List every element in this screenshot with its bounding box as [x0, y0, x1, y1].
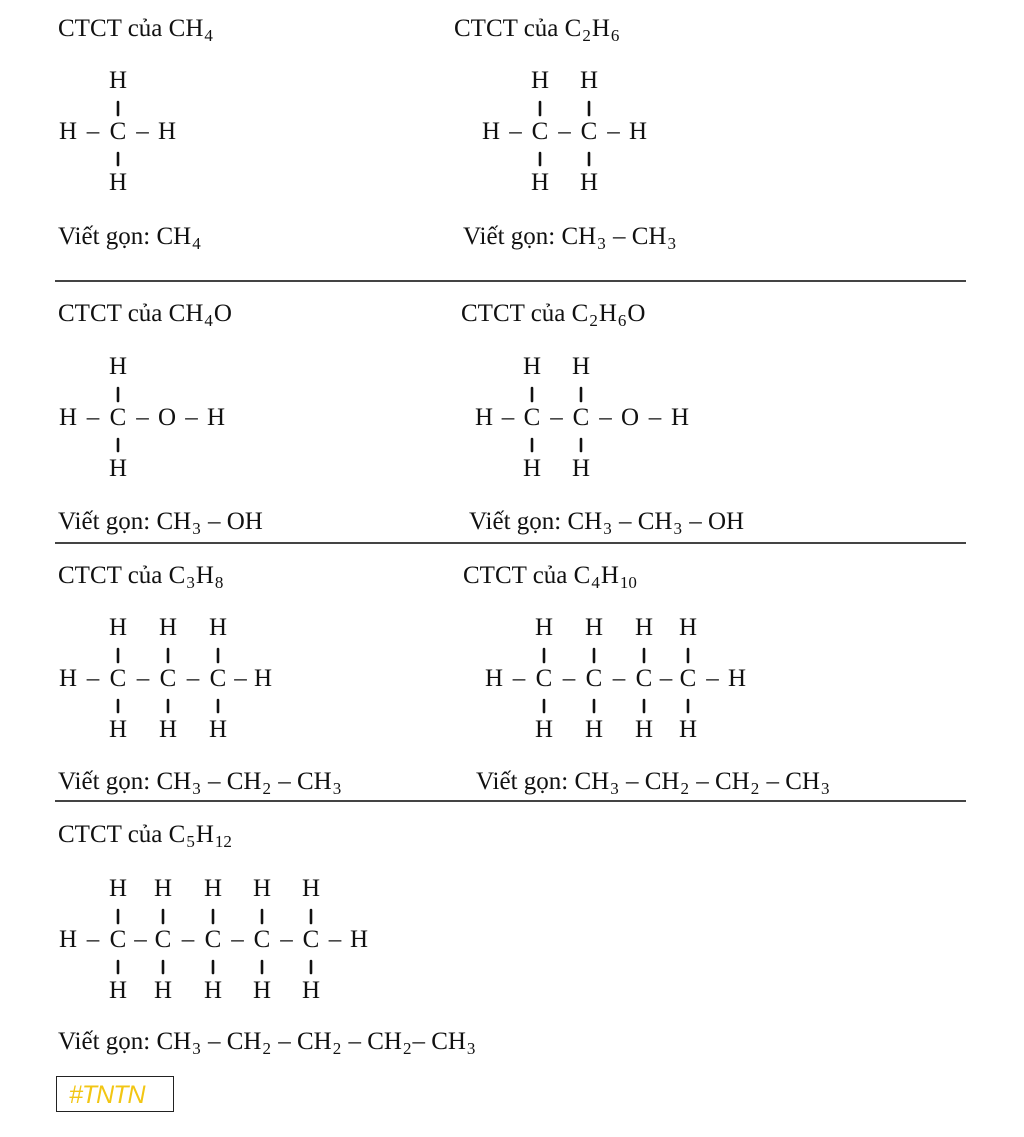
formula-text: CH — [168, 15, 204, 42]
formula-text: H — [600, 562, 619, 589]
carbon-atom: C — [209, 665, 227, 692]
hydrogen-atom: H — [579, 169, 599, 196]
carbon-atom: C — [580, 118, 598, 145]
formula-text: – CH — [412, 1028, 466, 1055]
hydrogen-atom: H — [108, 169, 128, 196]
single-bond: – — [181, 926, 195, 953]
hydrogen-atom: H — [252, 875, 272, 902]
formula-text: CH — [561, 223, 597, 250]
subscript: 4 — [204, 26, 213, 45]
hydrogen-atom: H — [579, 67, 599, 94]
hydrogen-atom: H — [522, 455, 542, 482]
title-label: CTCT của — [58, 821, 169, 848]
formula-text: H — [195, 821, 214, 848]
single-bond: – — [562, 665, 576, 692]
formula-text: C — [168, 821, 186, 848]
hydrogen-atom: H — [530, 169, 550, 196]
hydrogen-atom: H — [108, 353, 128, 380]
subscript: 3 — [186, 573, 195, 592]
hydrogen-atom: H — [628, 118, 648, 145]
short-label: Viết gọn: — [476, 768, 575, 795]
formula-text: CH — [168, 300, 204, 327]
hydrogen-atom: H — [634, 716, 654, 743]
single-bond: – — [136, 118, 149, 145]
single-bond: – — [648, 404, 662, 431]
short-label: Viết gọn: — [469, 508, 568, 535]
subscript: 2 — [332, 1039, 342, 1058]
subscript: 6 — [610, 26, 620, 45]
hydrogen-atom: H — [108, 977, 128, 1004]
formula-text: C — [564, 15, 582, 42]
formula-text: – CH — [612, 508, 673, 535]
hydrogen-atom: H — [108, 716, 128, 743]
carbon-atom: C — [109, 926, 127, 953]
single-bond: – — [509, 118, 522, 145]
carbon-atom: C — [531, 118, 549, 145]
short-label: Viết gọn: — [58, 768, 157, 795]
hydrogen-atom: H — [203, 875, 223, 902]
hydrogen-atom: H — [584, 614, 604, 641]
hydrogen-atom: H — [206, 404, 226, 431]
formula-text: CH — [156, 223, 192, 250]
hydrogen-atom: H — [153, 875, 173, 902]
subscript: 2 — [680, 779, 689, 798]
hydrogen-atom: H — [58, 118, 78, 145]
single-bond: – — [501, 404, 515, 431]
carbon-atom: C — [302, 926, 320, 953]
hydrogen-atom: H — [108, 455, 128, 482]
hydrogen-atom: H — [158, 716, 178, 743]
formula-text: – CH — [271, 1028, 332, 1055]
single-bond: – — [86, 118, 100, 145]
formula-text: – CH — [201, 768, 262, 795]
formula-text: CH — [156, 768, 192, 795]
carbon-atom: C — [572, 404, 590, 431]
hydrogen-atom: H — [670, 404, 690, 431]
hydrogen-atom: H — [158, 614, 178, 641]
carbon-atom: C — [109, 404, 127, 431]
hydrogen-atom: H — [522, 353, 542, 380]
subscript: 3 — [466, 1039, 476, 1058]
hydrogen-atom: H — [208, 716, 228, 743]
subscript: 10 — [619, 573, 637, 592]
subscript: 3 — [192, 779, 201, 798]
formula-text: C — [168, 562, 186, 589]
single-bond: – — [86, 926, 100, 953]
carbon-atom: C — [204, 926, 222, 953]
hydrogen-atom: H — [253, 665, 273, 692]
single-bond: – — [659, 665, 673, 692]
carbon-atom: C — [635, 665, 653, 692]
formula-text: H — [598, 300, 617, 327]
subscript: 4 — [591, 573, 600, 592]
single-bond: – — [136, 404, 149, 431]
subscript: 3 — [610, 779, 619, 798]
hydrogen-atom: H — [252, 977, 272, 1004]
title-label: CTCT của — [454, 15, 565, 42]
single-bond: – — [186, 665, 200, 692]
formula-text: CH — [156, 508, 192, 535]
formula-text: CH — [156, 1028, 192, 1055]
hydrogen-atom: H — [108, 875, 128, 902]
title-label: CTCT của — [58, 15, 169, 42]
subscript: 3 — [673, 519, 682, 538]
hydrogen-atom: H — [530, 67, 550, 94]
single-bond: – — [607, 118, 620, 145]
subscript: 2 — [750, 779, 760, 798]
carbon-atom: C — [585, 665, 603, 692]
single-bond: – — [706, 665, 719, 692]
short-label: Viết gọn: — [463, 223, 562, 250]
carbon-atom: C — [523, 404, 541, 431]
short-label: Viết gọn: — [58, 223, 157, 250]
hydrogen-atom: H — [108, 67, 128, 94]
carbon-atom: C — [535, 665, 553, 692]
subscript: 5 — [186, 832, 195, 851]
hydrogen-atom: H — [481, 118, 501, 145]
hydrogen-atom: H — [727, 665, 747, 692]
carbon-atom: C — [159, 665, 177, 692]
hydrogen-atom: H — [534, 614, 554, 641]
single-bond: – — [86, 665, 100, 692]
hydrogen-atom: H — [584, 716, 604, 743]
hydrogen-atom: H — [534, 716, 554, 743]
stamp-text: #TNTN — [69, 1081, 145, 1109]
hydrogen-atom: H — [301, 977, 321, 1004]
short-label: Viết gọn: — [58, 1028, 157, 1055]
hydrogen-atom: H — [157, 118, 177, 145]
subscript: 2 — [262, 779, 271, 798]
single-bond: – — [86, 404, 100, 431]
hydrogen-atom: H — [108, 614, 128, 641]
carbon-atom: C — [109, 665, 127, 692]
single-bond: – — [558, 118, 571, 145]
hydrogen-atom: H — [208, 614, 228, 641]
oxygen-atom: O — [620, 404, 640, 431]
subscript: 2 — [262, 1039, 271, 1058]
single-bond: – — [134, 926, 147, 953]
hydrogen-atom: H — [571, 353, 591, 380]
subscript: 12 — [214, 832, 232, 851]
formula-text: H — [195, 562, 214, 589]
carbon-atom: C — [154, 926, 172, 953]
single-bond: – — [231, 926, 244, 953]
formula-text: – CH — [619, 768, 680, 795]
formula-text: C — [571, 300, 589, 327]
formula-text: O — [213, 300, 232, 327]
formula-text: – CH — [689, 768, 750, 795]
title-label: CTCT của — [58, 300, 169, 327]
title-label: CTCT của — [461, 300, 572, 327]
single-bond: – — [185, 404, 198, 431]
hydrogen-atom: H — [58, 665, 78, 692]
single-bond: – — [234, 665, 247, 692]
title-label: CTCT của — [58, 562, 169, 589]
hydrogen-atom: H — [484, 665, 504, 692]
formula-text: – CH — [342, 1028, 402, 1055]
subscript: 2 — [402, 1039, 412, 1058]
subscript: 4 — [192, 234, 201, 253]
subscript: 3 — [603, 519, 612, 538]
subscript: 3 — [667, 234, 676, 253]
hydrogen-atom: H — [678, 716, 698, 743]
single-bond: – — [512, 665, 526, 692]
formula-text: – CH — [760, 768, 820, 795]
title-label: CTCT của — [463, 562, 574, 589]
single-bond: – — [550, 404, 563, 431]
subscript: 3 — [597, 234, 606, 253]
tntn-stamp — [56, 1076, 174, 1112]
carbon-atom: C — [679, 665, 697, 692]
oxygen-atom: O — [157, 404, 177, 431]
subscript: 2 — [589, 311, 598, 330]
formula-text: O — [627, 300, 646, 327]
single-bond: – — [136, 665, 150, 692]
subscript: 3 — [820, 779, 830, 798]
formula-text: – CH — [606, 223, 667, 250]
formula-text: C — [573, 562, 591, 589]
hydrogen-atom: H — [349, 926, 369, 953]
single-bond: – — [612, 665, 626, 692]
formula-text: – OH — [682, 508, 745, 535]
subscript: 3 — [192, 519, 201, 538]
subscript: 3 — [192, 1039, 201, 1058]
hydrogen-atom: H — [571, 455, 591, 482]
short-label: Viết gọn: — [58, 508, 157, 535]
hydrogen-atom: H — [301, 875, 321, 902]
hydrogen-atom: H — [153, 977, 173, 1004]
hydrogen-atom: H — [58, 404, 78, 431]
hydrogen-atom: H — [678, 614, 698, 641]
hydrogen-atom: H — [634, 614, 654, 641]
single-bond: – — [599, 404, 612, 431]
formula-text: H — [591, 15, 610, 42]
subscript: 4 — [204, 311, 213, 330]
subscript: 3 — [332, 779, 342, 798]
hydrogen-atom: H — [474, 404, 494, 431]
hydrogen-atom: H — [203, 977, 223, 1004]
subscript: 2 — [582, 26, 591, 45]
formula-text: – CH — [271, 768, 332, 795]
formula-text: – OH — [201, 508, 263, 535]
single-bond: – — [280, 926, 293, 953]
subscript: 8 — [214, 573, 224, 592]
formula-text: – CH — [201, 1028, 262, 1055]
carbon-atom: C — [253, 926, 271, 953]
formula-text: CH — [574, 768, 610, 795]
formula-text: CH — [567, 508, 603, 535]
subscript: 6 — [617, 311, 627, 330]
single-bond: – — [328, 926, 342, 953]
carbon-atom: C — [109, 118, 127, 145]
hydrogen-atom: H — [58, 926, 78, 953]
